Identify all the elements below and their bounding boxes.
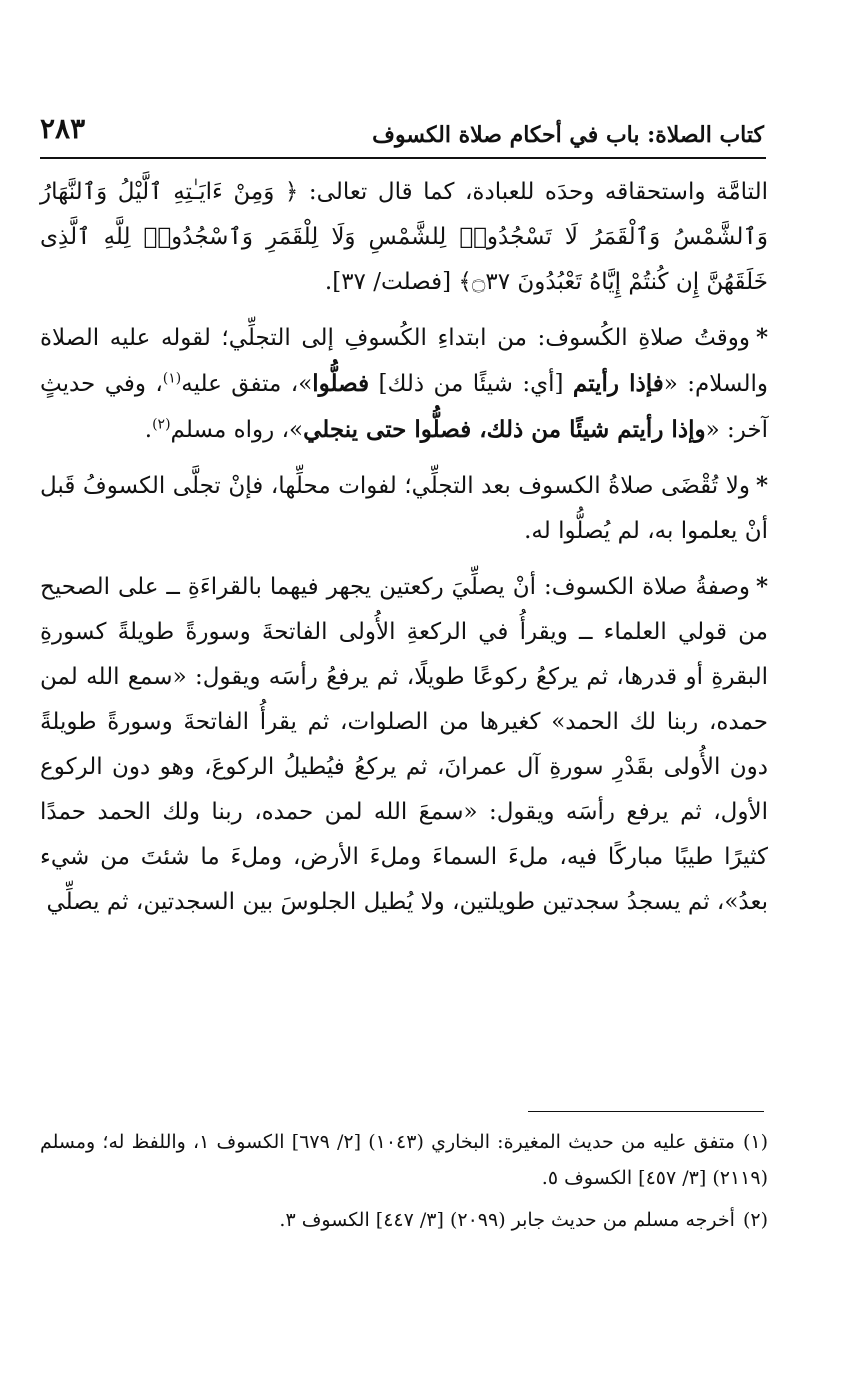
- running-title: كتاب الصلاة: باب في أحكام صلاة الكسوف: [372, 122, 764, 148]
- footnotes: [40, 1124, 768, 1244]
- hadith-bold-text: فإذا رأيتم: [572, 370, 664, 397]
- paragraph-text: »، متفق عليه: [181, 371, 313, 397]
- paragraph-text: ولا تُقْضَى صلاةُ الكسوف بعد التجلِّي؛ لفوات محلِّها، فإنْ تجلَّى الكسوفُ قَبل أنْ يعلموا به، لم يُصلُّوا له.: [40, 473, 768, 544]
- paragraph-text: التامَّة واستحقاقه وحدَه للعبادة، كما قال تعالى: ﴿ وَمِنْ ءَايَـٰتِهِ ٱلَّيْلُ وَٱلنَّهَارُ وَٱلشَّمْسُ وَٱلْقَمَرُ لَا تَسْجُدُوا۟ لِلشَّمْسِ وَلَا لِلْقَمَرِ وَٱسْجُدُوا۟ لِلَّهِ ٱلَّذِى خَلَقَهُنَّ إِن كُنتُمْ إِيَّاهُ تَعْبُدُونَ ۝٣٧﴾ [فصلت/ ٣٧].: [40, 179, 768, 295]
- paragraph-text: وصفةُ صلاة الكسوف: أنْ يصلِّيَ ركعتين يجهر فيهما بالقراءَةِ ــ على الصحيح من قولي العلماء ــ ويقرأُ في الركعةِ الأُولى الفاتحةَ وسورةً طويلةً كسورةِ البقرةِ أو قدرها، ثم يركعُ ركوعًا طويلًا، ثم يرفعُ رأسَه ويقول: «سمع الله لمن حمده، ربنا لك الحمد» كغيرها من الصلوات، ثم يقرأُ الفاتحةَ وسورةً طويلةً دون الأُولى بقَدْرِ سورةِ آل عمرانَ، ثم يركعُ فيُطيلُ الركوعَ، وهو دون الركوع الأول، ثم يرفع رأسَه ويقول: «سمعَ الله لمن حمده، ربنا ولك الحمد حمدًا كثيرًا طيبًا مباركًا فيه، ملءَ السماءَ وملءَ الأرض، وملءَ ما شئتَ من شيء بعدُ»، ثم يسجدُ سجدتين طويلتين، ولا يُطيل الجلوسَ بين السجدتين، ثم يصلِّي: [40, 574, 768, 915]
- footnote-divider: [528, 1111, 764, 1112]
- bullet-marker: *: [755, 472, 768, 499]
- footnote: [40, 1202, 768, 1238]
- page-number: ٢٨٣: [40, 112, 86, 145]
- footnote-ref[interactable]: (٢): [152, 416, 171, 433]
- hadith-bold-text: وإذا رأيتم شيئًا من ذلك، فصلُّوا حتى ينجلي: [303, 416, 706, 443]
- footnote-number: (٢): [742, 1209, 768, 1231]
- footnote-number: (١): [742, 1131, 768, 1153]
- paragraph-text: »، رواه مسلم: [170, 417, 304, 443]
- paragraph-quran-quote: [40, 170, 768, 305]
- footnote-text: أخرجه مسلم من حديث جابر (٢٠٩٩) [٣/ ٤٤٧] الكسوف ٣.: [279, 1209, 735, 1231]
- footnote: [40, 1124, 768, 1196]
- bullet-marker: *: [755, 324, 768, 351]
- paragraph-no-makeup: [40, 463, 768, 554]
- paragraph-text: ووقتُ صلاةِ الكُسوف: من ابتداءِ الكُسوفِ إلى التجلِّي؛ لقوله عليه الصلاة والسلام: «: [40, 325, 769, 397]
- paragraph-text: ، وفي حديثٍ آخر: «: [40, 371, 768, 443]
- footnote-ref[interactable]: (١): [162, 370, 182, 387]
- paragraph-prayer-description: [40, 564, 768, 925]
- footnote-text: متفق عليه من حديث المغيرة: البخاري (١٠٤٣) [٢/ ٦٧٩] الكسوف ١، واللفظ له؛ ومسلم (٢١١٩) [٣/ ٤٥٧] الكسوف ٥.: [40, 1131, 768, 1189]
- header-divider: [40, 157, 766, 159]
- paragraph-eclipse-time: [40, 315, 768, 453]
- main-text: [40, 170, 768, 935]
- paragraph-text: [أي: شيئًا من ذلك]: [369, 371, 573, 397]
- paragraph-text: .: [144, 417, 153, 443]
- hadith-bold-text: فصلُّوا: [312, 370, 370, 397]
- bullet-marker: *: [755, 573, 768, 600]
- page-header: [40, 108, 764, 156]
